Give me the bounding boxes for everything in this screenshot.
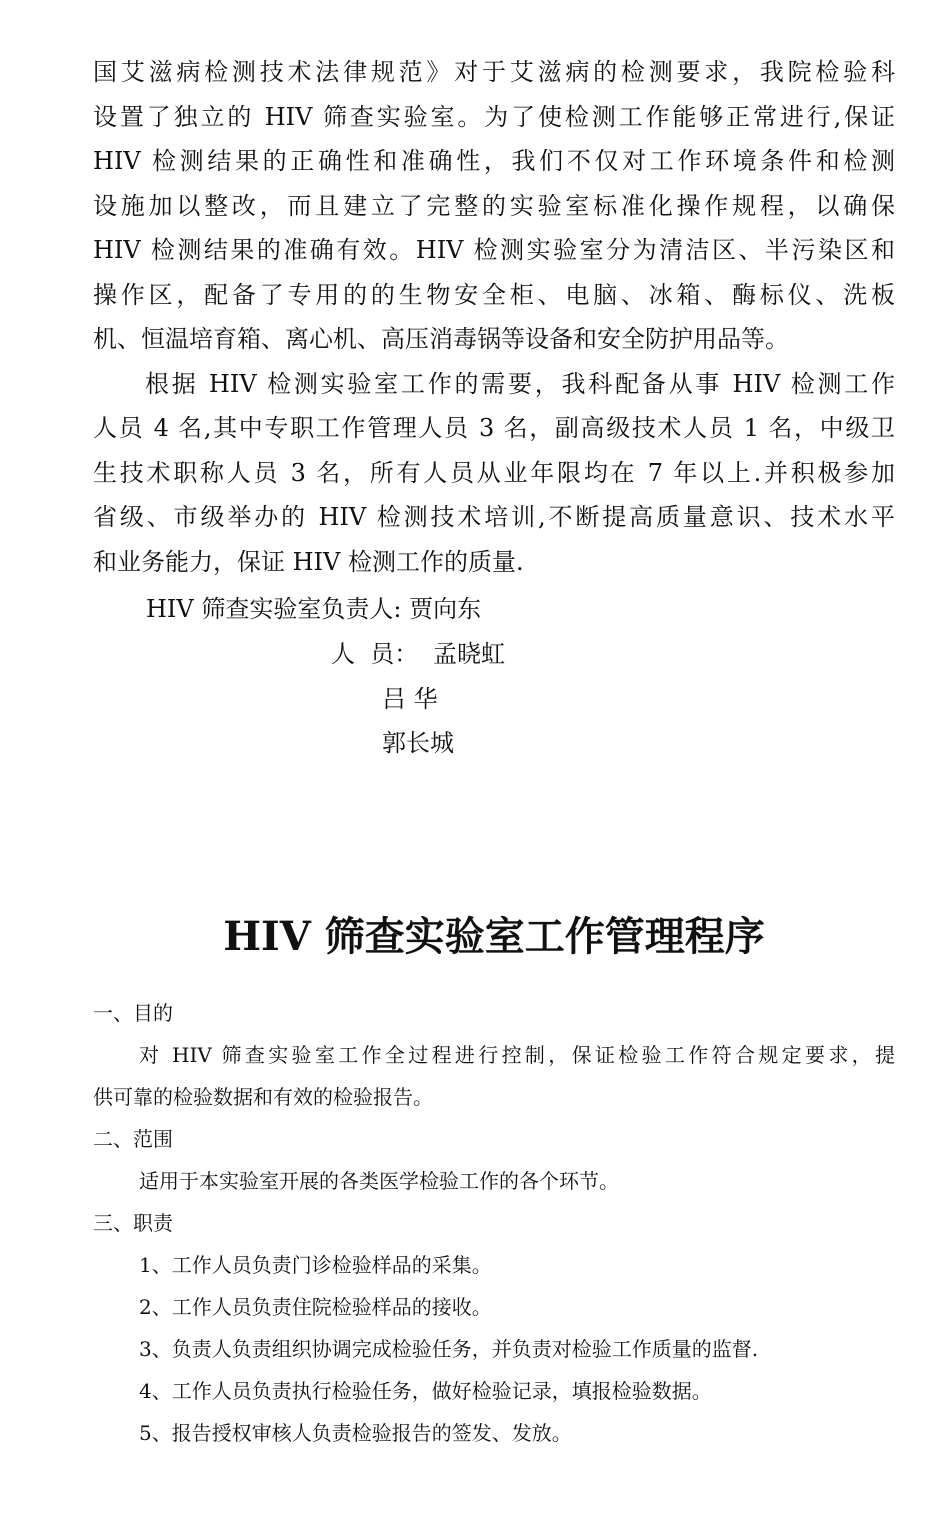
intro-paragraph-1-line: HIV 检测结果的正确性和准确性，我们不仅对工作环境条件和检测 [93, 147, 895, 175]
staff-name: 郭长城 [382, 729, 454, 757]
scope-text: 适用于本实验室开展的各类医学检验工作的各个环节。 [139, 1169, 619, 1193]
intro-paragraph-2-line: 省级、市级举办的 HIV 检测技术培训,不断提高质量意识、技术水平 [93, 503, 895, 531]
intro-paragraph-1-line: 机、恒温培育箱、离心机、高压消毒锅等设备和安全防护用品等。 [93, 325, 789, 353]
duty-item: 5、报告授权审核人负责检验报告的签发、发放。 [139, 1421, 572, 1445]
intro-section [93, 50, 895, 584]
duty-item: 4、工作人员负责执行检验任务，做好检验记录，填报检验数据。 [139, 1379, 712, 1403]
intro-paragraph-2-line: 人员 4 名,其中专职工作管理人员 3 名，副高级技术人员 1 名，中级卫 [93, 414, 895, 442]
intro-paragraph-1-line: 设置了独立的 HIV 筛查实验室。为了使检测工作能够正常进行,保证 [93, 102, 895, 131]
intro-paragraph-1-line: 操作区，配备了专用的的生物安全柜、电脑、冰箱、酶标仪、洗板 [93, 280, 895, 309]
intro-paragraph-1-line: HIV 检测结果的准确有效。HIV 检测实验室分为清洁区、半污染区和 [93, 236, 895, 264]
duty-item: 2、工作人员负责住院检验样品的接收。 [139, 1295, 492, 1319]
intro-paragraph-2-line: 根据 HIV 检测实验室工作的需要，我科配备从事 HIV 检测工作 [145, 369, 895, 398]
lab-head-signature: HIV 筛查实验室负责人: 贾向东 [146, 595, 482, 623]
procedure-title: HIV 筛查实验室工作管理程序 [223, 913, 765, 960]
intro-paragraph-1-line: 设施加以整改，而且建立了完整的实验室标准化操作规程，以确保 [93, 191, 895, 220]
section-heading-purpose: 一、目的 [93, 1001, 173, 1025]
procedure-body [93, 992, 895, 1454]
intro-paragraph-2-line: 和业务能力，保证 HIV 检测工作的质量. [93, 547, 524, 576]
staff-name: 吕 华 [382, 685, 438, 713]
section-heading-duties: 三、职责 [93, 1211, 173, 1235]
staff-label: 人 员： [331, 640, 419, 668]
duty-item: 3、负责人负责组织协调完成检验任务，并负责对检验工作质量的监督. [139, 1337, 759, 1361]
intro-paragraph-1-line: 国艾滋病检测技术法律规范》对于艾滋病的检测要求，我院检验科 [93, 58, 895, 86]
section-heading-scope: 二、范围 [93, 1127, 173, 1151]
staff-name: 孟晓虹 [433, 640, 505, 668]
purpose-text-line: 对 HIV 筛查实验室工作全过程进行控制，保证检验工作符合规定要求，提 [139, 1043, 895, 1067]
purpose-text-line: 供可靠的检验数据和有效的检验报告。 [93, 1085, 433, 1109]
intro-paragraph-2-line: 生技术职称人员 3 名，所有人员从业年限均在 7 年以上.并积极参加 [93, 458, 895, 487]
duty-item: 1、工作人员负责门诊检验样品的采集。 [139, 1253, 492, 1277]
